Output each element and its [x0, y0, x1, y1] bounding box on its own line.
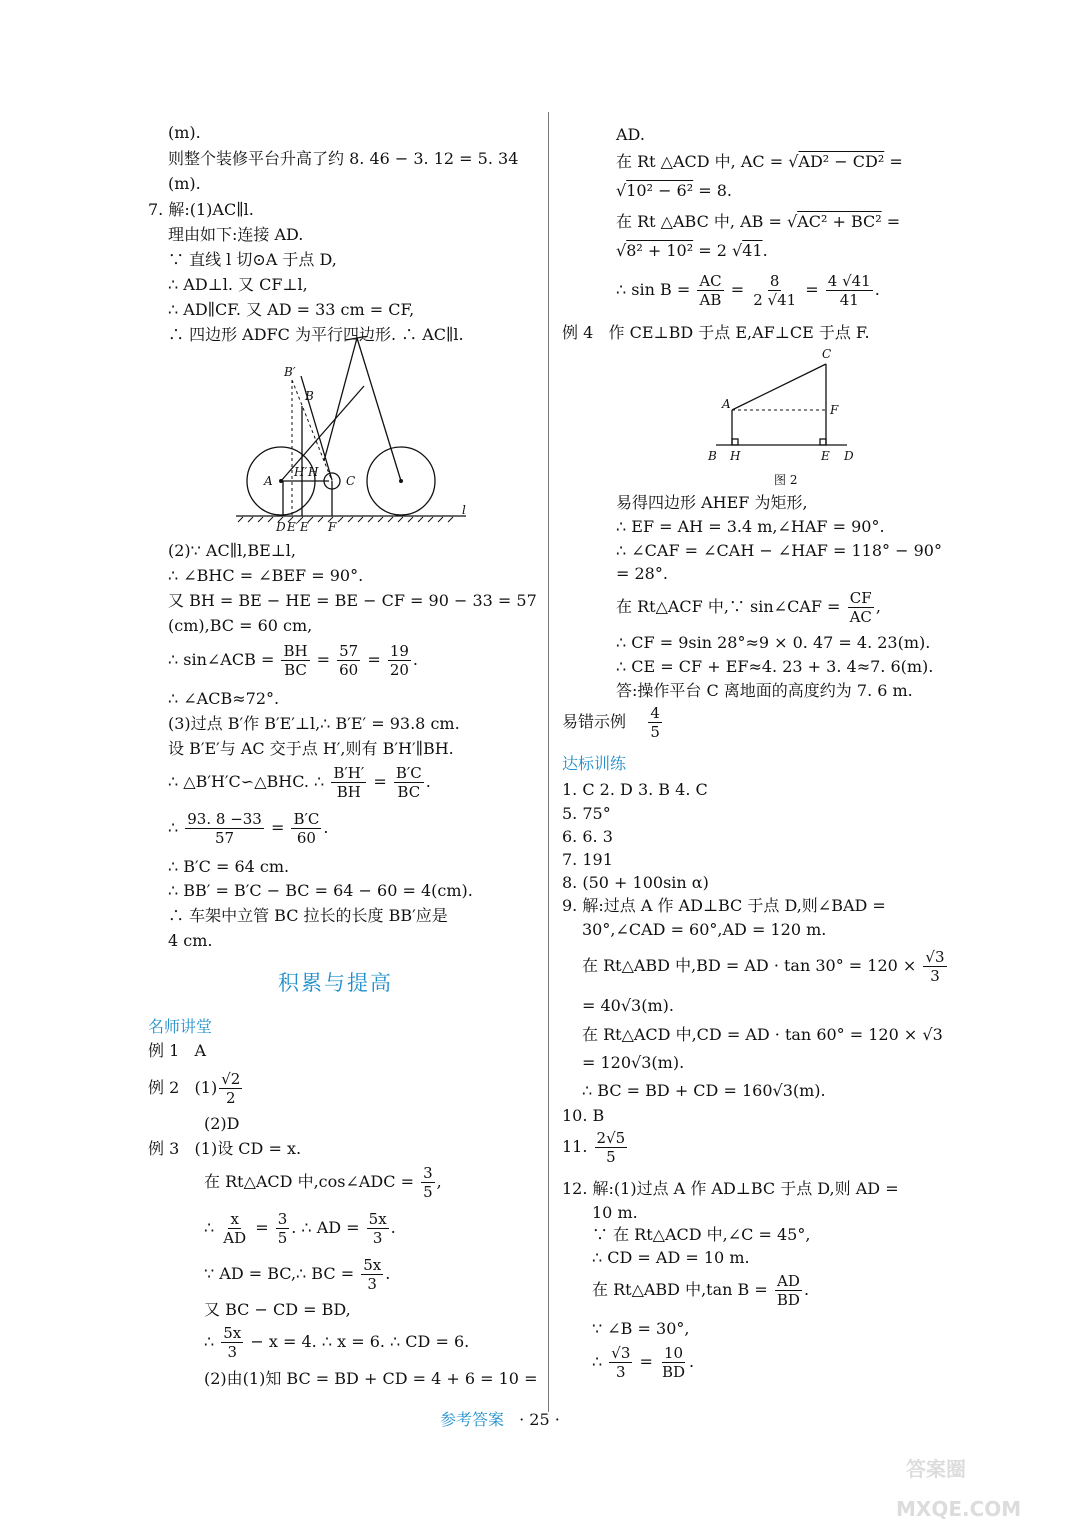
text-line: 则整个装修平台升高了约 8. 46 − 3. 12 = 5. 34 [168, 149, 519, 168]
equation-line: ∴ $\frac{93. 8 -33}{57}$ = $\frac{B'C}{60}$ . [168, 810, 329, 847]
text-line: 又 BC − CD = BD, [204, 1300, 351, 1319]
text-line: ∴ B′C = 64 cm. [168, 857, 290, 876]
equation-line: ∴ △B′H′C∽△BHC. ∴ $\frac{B'H'}{BH}$ = $\frac{B'C}{BC}$ . [168, 764, 431, 801]
label-C: C [346, 474, 356, 488]
answer-line: 1. C 2. D 3. B 4. C [562, 780, 708, 799]
text-line: (m). [168, 123, 201, 142]
equation-line: 在 Rt △ABC 中, AB = √AC² + BC² = [616, 212, 901, 231]
text-line: (2)∵ AC∥l,BE⊥l, [168, 541, 297, 560]
answer-line: 6. 6. 3 [562, 827, 613, 846]
equation-line: ∴ $\frac{x}{AD}$ = $\frac{3}{5}$ . ∴ AD = $\frac{5x}{3}$ . [204, 1210, 396, 1247]
answer-line: 12. 解:(1)过点 A 作 AD⊥BC 于点 D,则 AD = [562, 1179, 899, 1198]
text-line: ∴ CE = CF + EF≈4. 23 + 3. 4≈7. 6(m). [616, 657, 934, 676]
footer-label: 参考答案 [440, 1410, 505, 1429]
text-line: = 40√3(m). [582, 996, 674, 1015]
example-4: 例 4 作 CE⊥BD 于点 E,AF⊥CE 于点 F. [562, 323, 870, 342]
label-E: E [300, 520, 309, 534]
equation-line: ∴ sin B = $\frac{AC}{AB}$ = $\frac{8}{2 √41}$ = $\frac{4 √41}{41}$ . [616, 272, 880, 309]
text-line: (3)过点 B′作 B′E′⊥l,∴ B′E′ = 93.8 cm. [168, 714, 460, 733]
label-H: H [308, 465, 319, 479]
text-line: ∴ CD = AD = 10 m. [592, 1248, 750, 1267]
label-H: H [730, 449, 741, 463]
page-footer [440, 1407, 560, 1430]
text-line: 理由如下:连接 AD. [168, 225, 304, 244]
text-line: ∴ BB′ = B′C − BC = 64 − 60 = 4(cm). [168, 881, 473, 900]
error-example: 易错示例 $\frac{4}{5}$ [562, 704, 660, 741]
text-line: ∵ 直线 l 切⊙A 于点 D, [168, 250, 337, 269]
answer-line: 5. 75° [562, 804, 611, 823]
page-number: · 25 · [519, 1410, 560, 1429]
text-line: ∵ ∠B = 30°, [592, 1319, 690, 1338]
answer-line: 9. 解:过点 A 作 AD⊥BC 于点 D,则∠BAD = [562, 896, 886, 915]
text-line: AD. [616, 125, 645, 144]
text-line: ∴ BC = BD + CD = 160√3(m). [582, 1081, 826, 1100]
example-1: 例 1 A [148, 1041, 207, 1060]
text-line: 设 B′E′与 AC 交于点 H′,则有 B′H′∥BH. [168, 739, 454, 758]
equation-line: ∵ AD = BC,∴ BC = $\frac{5x}{3}$ . [204, 1256, 391, 1293]
text-line: 答:操作平台 C 离地面的高度约为 7. 6 m. [616, 681, 913, 700]
watermark-line1: 答案圈 [906, 1457, 966, 1481]
figure-caption: 图 2 [774, 473, 798, 487]
label-D: D [276, 520, 286, 534]
bicycle-figure [236, 336, 486, 536]
answer-line: 7. 191 [562, 850, 613, 869]
label-Bp: B′ [284, 365, 296, 379]
text-line: (cm),BC = 60 cm, [168, 616, 313, 635]
label-F: F [328, 520, 337, 534]
equation-line: 在 Rt△ACD 中,cos∠ADC = $\frac{3}{5}$ , [204, 1164, 442, 1201]
text-line: = 28°. [616, 564, 668, 583]
label-E: E [821, 449, 830, 463]
text-line: 10 m. [592, 1203, 638, 1222]
equation-line: ∴ $\frac{5x}{3}$ − x = 4. ∴ x = 6. ∴ CD = 6. [204, 1324, 470, 1361]
text-line: ∴ EF = AH = 3.4 m,∠HAF = 90°. [616, 517, 885, 536]
text-line: (2)D [204, 1114, 240, 1133]
figure-2 [702, 342, 862, 492]
subsection-title: 达标训练 [562, 754, 627, 773]
equation-line: ∴ sin∠ACB = $\frac{BH}{BC}$ = $\frac{57}{60}$ = $\frac{19}{20}$ . [168, 642, 418, 679]
text-line: 4 cm. [168, 931, 213, 950]
text-line: ∴ AD∥CF. 又 AD = 33 cm = CF, [168, 300, 415, 319]
text-line: ∴ CF = 9sin 28°≈9 × 0. 47 = 4. 23(m). [616, 633, 931, 652]
text-line: (2)由(1)知 BC = BD + CD = 4 + 6 = 10 = [204, 1369, 538, 1388]
answer-line: 10. B [562, 1106, 605, 1125]
equation-line: ∴ $\frac{√3}{3}$ = $\frac{10}{BD}$ . [592, 1344, 695, 1381]
label-B: B [708, 449, 717, 463]
text-line: ∵ 在 Rt△ACD 中,∠C = 45°, [592, 1225, 811, 1244]
label-D: D [844, 449, 854, 463]
text-line: ∴ 车架中立管 BC 拉长的长度 BB′应是 [168, 906, 448, 925]
text-line: ∴ ∠BHC = ∠BEF = 90°. [168, 566, 364, 585]
text-line: 在 Rt△ACD 中,CD = AD · tan 60° = 120 × √3 [582, 1025, 943, 1044]
label-Ep: E′ [287, 520, 299, 534]
example-2: 例 2 (1) $\frac{√2}{2}$ [148, 1070, 241, 1107]
subsection-title: 名师讲堂 [148, 1017, 213, 1036]
text-line: ∴ AD⊥l. 又 CF⊥l, [168, 275, 308, 294]
question-7-heading: 7. 解:(1)AC∥l. [148, 200, 254, 219]
equation-line: √10² − 6² = 8. [616, 181, 733, 200]
text-line: 又 BH = BE − HE = BE − CF = 90 − 33 = 57 [168, 591, 537, 610]
text-line: 易得四边形 AHEF 为矩形, [616, 493, 808, 512]
label-A: A [722, 397, 731, 411]
label-C: C [822, 347, 832, 361]
label-A: A [264, 474, 273, 488]
answer-line: 11. $\frac{2√5}{5}$ [562, 1129, 626, 1166]
text-line: ∴ 四边形 ADFC 为平行四边形. ∴ AC∥l. [168, 325, 464, 344]
column-divider [548, 112, 549, 1412]
label-F: F [830, 403, 839, 417]
equation-line: 在 Rt △ACD 中, AC = √AD² − CD² = [616, 152, 903, 171]
text-line: ∴ ∠ACB≈72°. [168, 689, 280, 708]
text-line: 30°,∠CAD = 60°,AD = 120 m. [582, 920, 827, 939]
answer-line: 8. (50 + 100sin α) [562, 873, 709, 892]
text-line: = 120√3(m). [582, 1053, 685, 1072]
example-3: 例 3 (1)设 CD = x. [148, 1139, 302, 1158]
text-line: ∴ ∠CAF = ∠CAH − ∠HAF = 118° − 90° [616, 541, 942, 560]
equation-line: 在 Rt△ABD 中,BD = AD · tan 30° = 120 × $\frac{√3}{3}$ [582, 948, 945, 985]
label-B: B [305, 389, 314, 403]
watermark-logo [886, 1438, 1056, 1528]
equation-line: 在 Rt△ACF 中,∵ sin∠CAF = $\frac{CF}{AC}$ , [616, 589, 881, 626]
label-l: l [462, 503, 466, 517]
equation-line: 在 Rt△ABD 中,tan B = $\frac{AD}{BD}$ . [592, 1272, 810, 1309]
text-line: (m). [168, 174, 201, 193]
watermark-line2: MXQE.COM [896, 1497, 1022, 1521]
label-Hp: H′ [294, 465, 308, 479]
equation-line: √8² + 10² = 2 √41. [616, 241, 768, 260]
section-title: 积累与提高 [278, 971, 393, 995]
